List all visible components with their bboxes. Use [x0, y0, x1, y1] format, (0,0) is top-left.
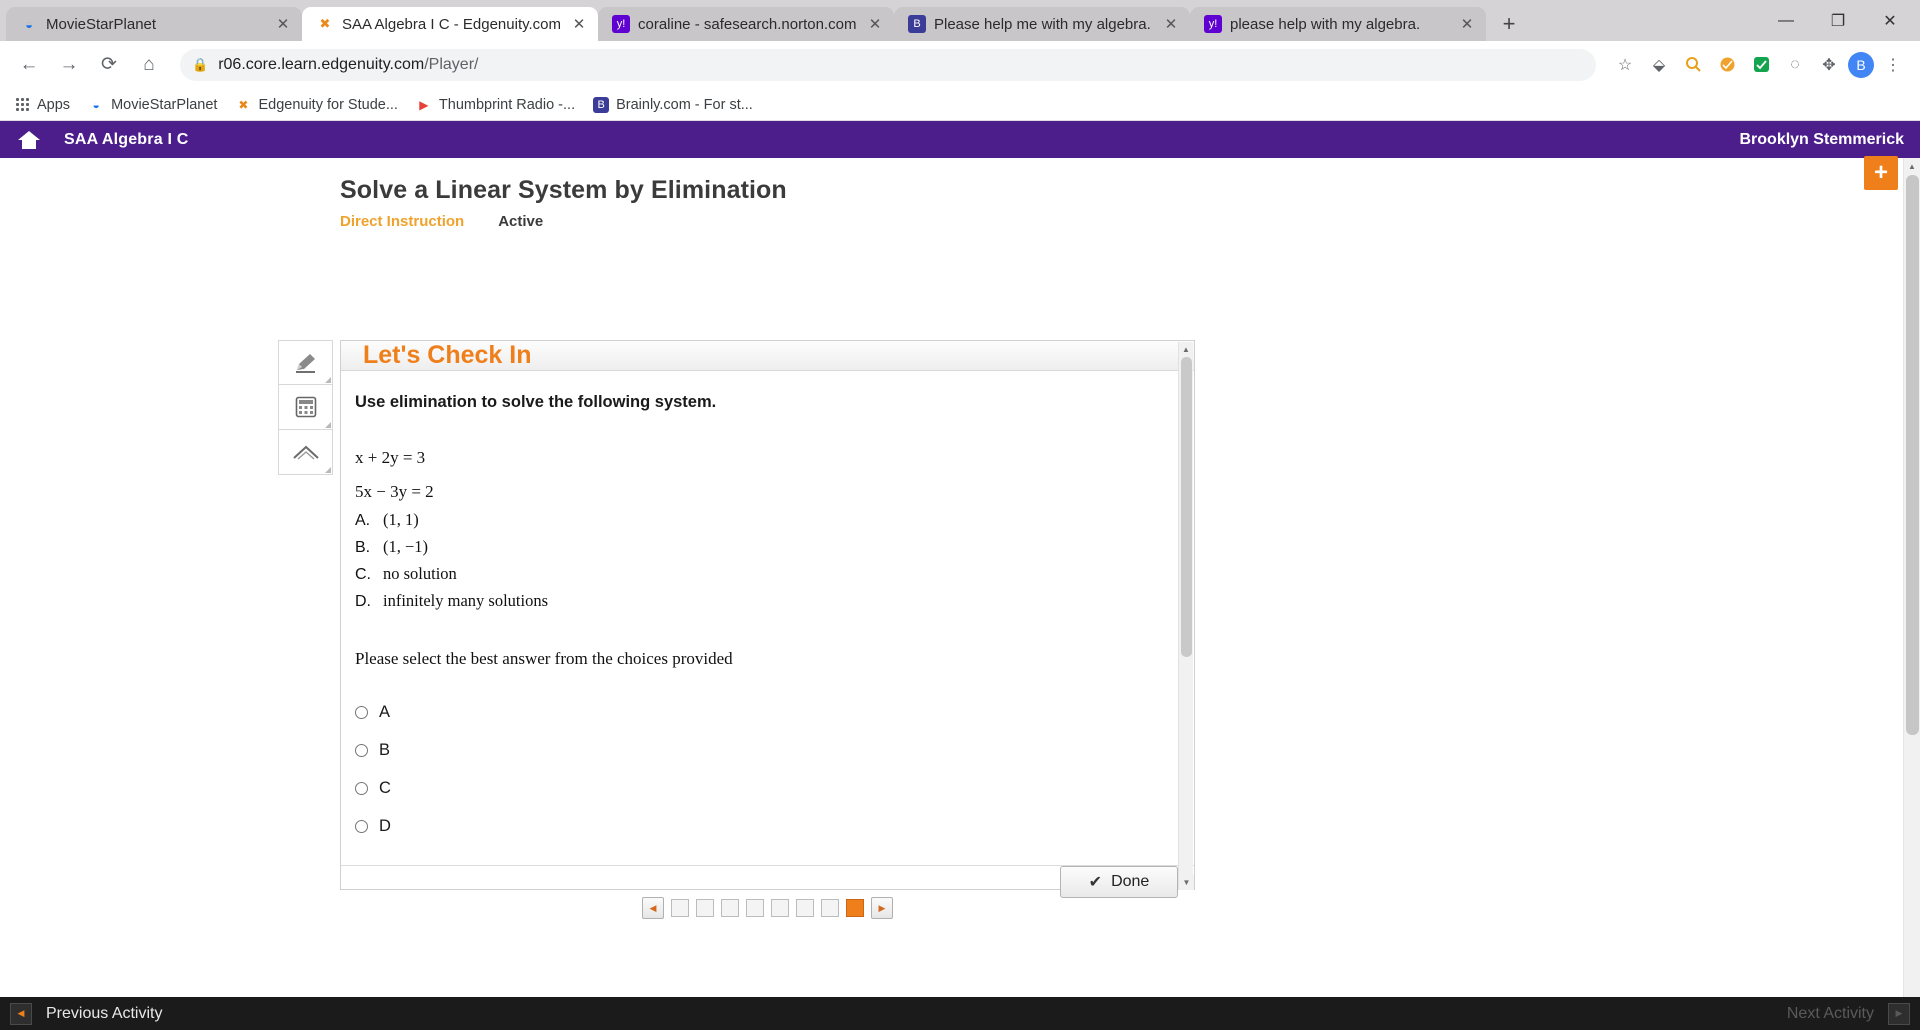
- new-tab-button[interactable]: +: [1502, 11, 1516, 36]
- step-pager: [340, 897, 1195, 919]
- pager-step-6[interactable]: [796, 899, 814, 917]
- window-controls: [1760, 0, 1920, 41]
- radio-option-d[interactable]: [355, 817, 1172, 836]
- pager-step-5[interactable]: [771, 899, 789, 917]
- choice-label: B.: [355, 539, 371, 556]
- choice-c: [355, 564, 1172, 584]
- edgenuity-favicon: ✖: [319, 16, 331, 31]
- bookmark-moviestarplanet[interactable]: [88, 97, 217, 113]
- page-title: Solve a Linear System by Elimination: [340, 176, 787, 204]
- bookmark-label: Thumbprint Radio -...: [438, 96, 576, 113]
- left-arrow-icon[interactable]: ◀: [10, 1003, 32, 1025]
- question-prompt: Use elimination to solve the following system.: [355, 393, 717, 411]
- card-body: [341, 371, 1194, 865]
- lesson-header: [0, 158, 1920, 230]
- radio-option-c[interactable]: [355, 779, 1172, 798]
- tab-title: SAA Algebra I C - Edgenuity.com: [342, 15, 562, 33]
- student-name[interactable]: Brooklyn Stemmerick: [1739, 130, 1904, 148]
- close-icon[interactable]: ✕: [276, 16, 290, 33]
- radio-label: C: [379, 779, 391, 797]
- minimize-icon[interactable]: —: [1778, 11, 1794, 29]
- avatar[interactable]: B: [1848, 52, 1874, 78]
- close-icon[interactable]: ✕: [1460, 16, 1474, 33]
- page-scrollbar[interactable]: [1903, 158, 1920, 1029]
- page-scroll-up-icon[interactable]: ▲: [1908, 162, 1916, 171]
- scroll-down-icon[interactable]: ▼: [1179, 875, 1194, 890]
- answer-radio-group: [355, 703, 1172, 836]
- bookmarks-bar: [0, 89, 1920, 121]
- star-icon[interactable]: ☆: [1617, 56, 1633, 74]
- choice-text: (1, 1): [383, 510, 419, 529]
- collapse-tool[interactable]: [278, 430, 333, 475]
- resize-corner-icon: [325, 377, 331, 383]
- edgenuity-favicon: ✖: [238, 97, 249, 112]
- browser-tab-1[interactable]: [6, 7, 302, 41]
- page-scrollbar-thumb[interactable]: [1906, 175, 1919, 735]
- apps-grid-icon: [14, 97, 30, 113]
- browser-tab-5[interactable]: [1190, 7, 1486, 41]
- activity-type: Direct Instruction: [340, 213, 465, 230]
- close-icon[interactable]: ✕: [868, 16, 882, 33]
- url-host: r06.core.learn.edgenuity.com: [218, 55, 425, 73]
- browser-menu-icon[interactable]: ⋮: [1885, 56, 1901, 74]
- tool-rail: [278, 340, 333, 475]
- home-icon[interactable]: ⌂: [143, 53, 155, 75]
- browser-toolbar: [0, 41, 1920, 89]
- tabstrip: [0, 0, 1760, 41]
- radio-button[interactable]: [355, 744, 368, 757]
- browser-tab-4[interactable]: [894, 7, 1190, 41]
- play-music-favicon: ▶: [419, 97, 429, 112]
- radio-button[interactable]: [355, 820, 368, 833]
- radio-button[interactable]: [355, 706, 368, 719]
- close-icon[interactable]: ✕: [1164, 16, 1178, 33]
- browser-tab-2[interactable]: [302, 7, 598, 41]
- highlighter-tool[interactable]: [278, 340, 333, 385]
- tab-title: coraline - safesearch.norton.com: [638, 15, 857, 33]
- brainly-favicon: B: [593, 97, 609, 113]
- card-header: [341, 341, 1194, 371]
- question-card: [340, 340, 1195, 890]
- radio-label: B: [379, 741, 391, 759]
- choice-list: [355, 510, 1172, 611]
- pager-step-3[interactable]: [721, 899, 739, 917]
- radio-option-a[interactable]: [355, 703, 1172, 722]
- check-icon: ✔: [1088, 874, 1103, 891]
- reload-icon[interactable]: ⟳: [101, 54, 117, 75]
- page-content: [0, 121, 1920, 1029]
- address-bar[interactable]: [180, 49, 1596, 81]
- previous-activity-label: Previous Activity: [46, 1004, 163, 1022]
- choice-b: [355, 537, 1172, 557]
- bookmark-edgenuity[interactable]: [235, 97, 397, 113]
- resize-corner-icon: [325, 422, 331, 428]
- pager-step-7[interactable]: [821, 899, 839, 917]
- checkmark-extension-icon[interactable]: [1746, 50, 1776, 80]
- maximize-icon[interactable]: ❐: [1830, 12, 1846, 30]
- choice-label: C.: [355, 566, 371, 583]
- bookmark-label: Brainly.com - For st...: [616, 96, 753, 113]
- forward-icon[interactable]: →: [59, 53, 79, 75]
- tab-title: MovieStarPlanet: [46, 15, 157, 33]
- right-arrow-icon[interactable]: ▶: [1888, 1003, 1910, 1025]
- msp-favicon: ◒: [92, 97, 100, 112]
- scroll-up-icon[interactable]: ▲: [1179, 342, 1193, 357]
- radio-button[interactable]: [355, 782, 368, 795]
- bookmark-label: MovieStarPlanet: [111, 96, 218, 113]
- choice-label: A.: [355, 512, 371, 529]
- calculator-tool[interactable]: [278, 385, 333, 430]
- browser-tab-bar: [0, 0, 1920, 41]
- choice-text: (1, −1): [383, 537, 429, 556]
- chat-extension-icon[interactable]: ◌: [1790, 55, 1800, 73]
- tab-title: please help with my algebra.: [1230, 15, 1421, 33]
- brainly-favicon: B: [908, 15, 926, 33]
- extension-kite-icon[interactable]: ⬙: [1652, 56, 1666, 74]
- activity-navigation-bar: [0, 997, 1920, 1030]
- scrollbar-thumb[interactable]: [1181, 357, 1192, 657]
- card-footer: [341, 865, 1194, 898]
- choice-a: [355, 510, 1172, 530]
- resize-corner-icon: [325, 467, 331, 473]
- yahoo-favicon: y!: [1204, 15, 1222, 33]
- close-window-icon[interactable]: ✕: [1883, 12, 1897, 30]
- pager-next-button[interactable]: ▶: [871, 897, 893, 919]
- card-scrollbar[interactable]: [1178, 342, 1193, 890]
- url-text: [218, 56, 478, 74]
- home-icon[interactable]: [16, 127, 42, 153]
- url-path: /Player/: [424, 55, 479, 73]
- puzzle-extensions-icon[interactable]: ✥: [1822, 56, 1836, 74]
- pager-prev-button[interactable]: ◀: [642, 897, 664, 919]
- activity-meta: [340, 213, 1920, 230]
- pager-step-1[interactable]: [671, 899, 689, 917]
- choice-text: no solution: [383, 564, 457, 583]
- browser-tab-3[interactable]: [598, 7, 894, 41]
- equation-system: [355, 448, 1172, 502]
- activity-status: Active: [498, 213, 544, 230]
- msp-favicon: ◒: [25, 16, 33, 32]
- tab-title: Please help me with my algebra.: [934, 15, 1151, 33]
- choice-label: D.: [355, 593, 371, 610]
- close-icon[interactable]: ✕: [572, 16, 586, 33]
- card-heading: Let's Check In: [363, 341, 532, 369]
- toolbar-icons: [1610, 50, 1908, 80]
- bookmark-brainly[interactable]: [593, 97, 753, 113]
- yahoo-favicon: y!: [612, 15, 630, 33]
- bookmark-thumbprint-radio[interactable]: [416, 97, 575, 113]
- next-activity-label: Next Activity: [1786, 1004, 1874, 1022]
- pager-step-8[interactable]: [846, 899, 864, 917]
- pager-step-2[interactable]: [696, 899, 714, 917]
- radio-label: D: [379, 817, 391, 835]
- shield-extension-icon[interactable]: [1712, 50, 1742, 80]
- lock-icon: 🔒: [192, 56, 209, 72]
- previous-activity-button[interactable]: [0, 1003, 162, 1025]
- selection-instruction: Please select the best answer from the choices provided: [355, 649, 733, 668]
- radio-option-b[interactable]: [355, 741, 1172, 760]
- choice-d: [355, 591, 1172, 611]
- back-icon[interactable]: ←: [19, 53, 39, 75]
- done-button[interactable]: [1060, 866, 1178, 898]
- equation-1: x + 2y = 3: [355, 448, 426, 467]
- bookmark-apps[interactable]: [14, 97, 70, 113]
- equation-2: 5x − 3y = 2: [355, 482, 434, 501]
- bookmark-label: Edgenuity for Stude...: [258, 96, 398, 113]
- add-button[interactable]: +: [1864, 156, 1898, 190]
- magnifier-extension-icon[interactable]: [1678, 50, 1708, 80]
- course-title: SAA Algebra I C: [64, 130, 189, 148]
- choice-text: infinitely many solutions: [383, 591, 548, 610]
- app-header: [0, 121, 1920, 158]
- bookmark-label: Apps: [37, 96, 71, 113]
- next-activity-button[interactable]: [1787, 1003, 1920, 1025]
- pager-step-4[interactable]: [746, 899, 764, 917]
- radio-label: A: [379, 703, 391, 721]
- done-label: Done: [1111, 873, 1150, 890]
